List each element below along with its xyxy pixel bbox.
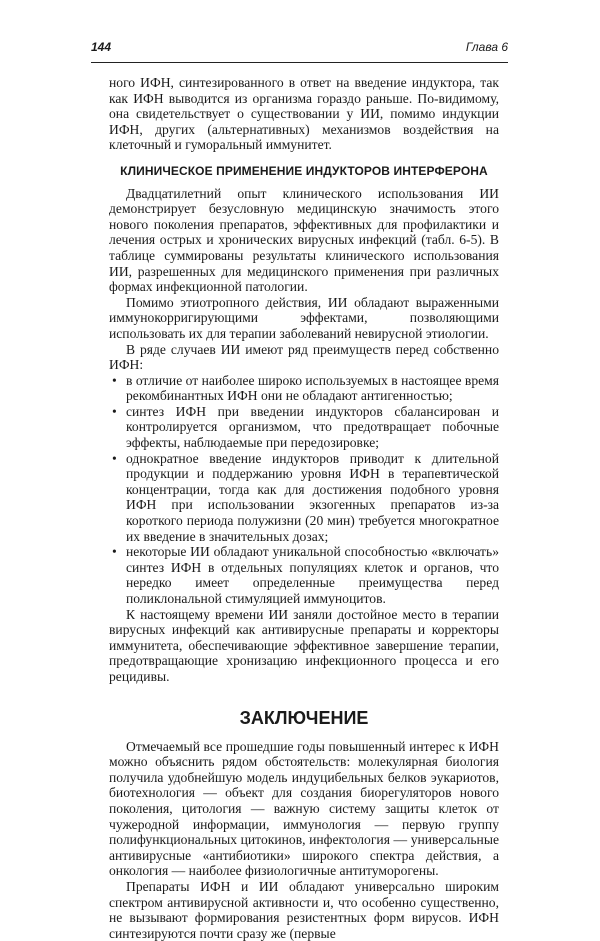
- paragraph: Препараты ИФН и ИИ обладают универсально широким спектром антивирусной активности и, что особенно существенно, не вызывают формирования резистентных форм вирусов. ИФН синтезируются почти сразу же (первые: [109, 878, 499, 941]
- advantages-list: [109, 373, 499, 607]
- list-item-text: однократное введение индукторов приводит к длительной продукции и поддержанию уровня ИФН в терапевтической концентрации, тогда как для достижения подобного уровня ИФН при использовании экзогенных препаратов из-за короткого периода полужизни (20 мин) требуется многократное их введение в значительных дозах;: [126, 450, 499, 544]
- list-item: [109, 544, 499, 606]
- list-item-text: синтез ИФН при введении индукторов сбалансирован и контролируется организмом, что предотвращает побочные эффекты, наблюдаемые при передозировке;: [126, 403, 499, 451]
- continuation-paragraph: ного ИФН, синтезированного в ответ на введение индуктора, так как ИФН выводится из организма гораздо раньше. По-видимому, она свидетельствует о существовании у ИИ, помимо индукции ИФН, других (альтернативных) механизмов воздействия на клеточный и гуморальный иммунитет.: [109, 75, 499, 153]
- text-body: [109, 75, 499, 941]
- paragraph: Двадцатилетний опыт клинического использования ИИ демонстрирует безусловную медицинскую значимость этого нового поколения препаратов, эффективных для профилактики и лечения острых и хронических вирусных инфекций (табл. 6-5). В таблице суммированы результаты клинического использования ИИ, разрешенных для медицинского применения при различных формах инфекционной патологии.: [109, 185, 499, 295]
- page-number: 144: [91, 40, 112, 54]
- list-item: [109, 451, 499, 545]
- paragraph: Отмечаемый все прошедшие годы повышенный интерес к ИФН можно объяснить рядом обстоятельств: молекулярная биология получила удобнейшую модель индуцибельных белков эукариотов, биотехнология — объект для создания биорегуляторов нового поколения, цитология — важную систему защиты клеток от чужеродной информации, иммунология — первую группу полифункциональных цитокинов, инфектология — универсальные антивирусные «антибиотики» широкого спектра действия, а онкология — наиболее физиологичные антитуморогены.: [109, 738, 499, 879]
- bullet-icon: •: [112, 372, 117, 388]
- list-item-text: некоторые ИИ обладают уникальной способностью «включать» синтез ИФН в отдельных популяциях клеток и органов, что нередко имеет определенные преимущества перед поликлональной стимуляцией иммуноцитов.: [126, 544, 499, 606]
- running-header: [91, 40, 508, 56]
- bullet-icon: •: [112, 450, 117, 466]
- list-item: [109, 404, 499, 451]
- header-rule: [91, 62, 508, 63]
- paragraph: В ряде случаев ИИ имеют ряд преимуществ перед собственно ИФН:: [109, 341, 499, 373]
- bullet-icon: •: [112, 544, 117, 560]
- paragraph: Помимо этиотропного действия, ИИ обладают выраженными иммунокорригирующими эффектами, позволяющими использовать их для терапии заболеваний невирусной этиологии.: [109, 294, 499, 341]
- list-item-text: в отличие от наиболее широко используемых в настоящее время рекомбинантных ИФН они не обладают антигенностью;: [126, 372, 500, 404]
- bullet-icon: •: [112, 403, 117, 419]
- section-heading-conclusion: ЗАКЛЮЧЕНИЕ: [239, 707, 369, 728]
- paragraph: К настоящему времени ИИ заняли достойное место в терапии вирусных инфекций как антивирусные препараты и корректоры иммунитета, обеспечивающие эффективное завершение терапии, предотвращающие хронизацию инфекционного процесса и его рецидивы.: [109, 606, 499, 684]
- section-heading-clinical: КЛИНИЧЕСКОЕ ПРИМЕНЕНИЕ ИНДУКТОРОВ ИНТЕРФЕРОНА: [120, 163, 488, 178]
- chapter-label: Глава 6: [465, 40, 508, 54]
- list-item: [109, 373, 499, 404]
